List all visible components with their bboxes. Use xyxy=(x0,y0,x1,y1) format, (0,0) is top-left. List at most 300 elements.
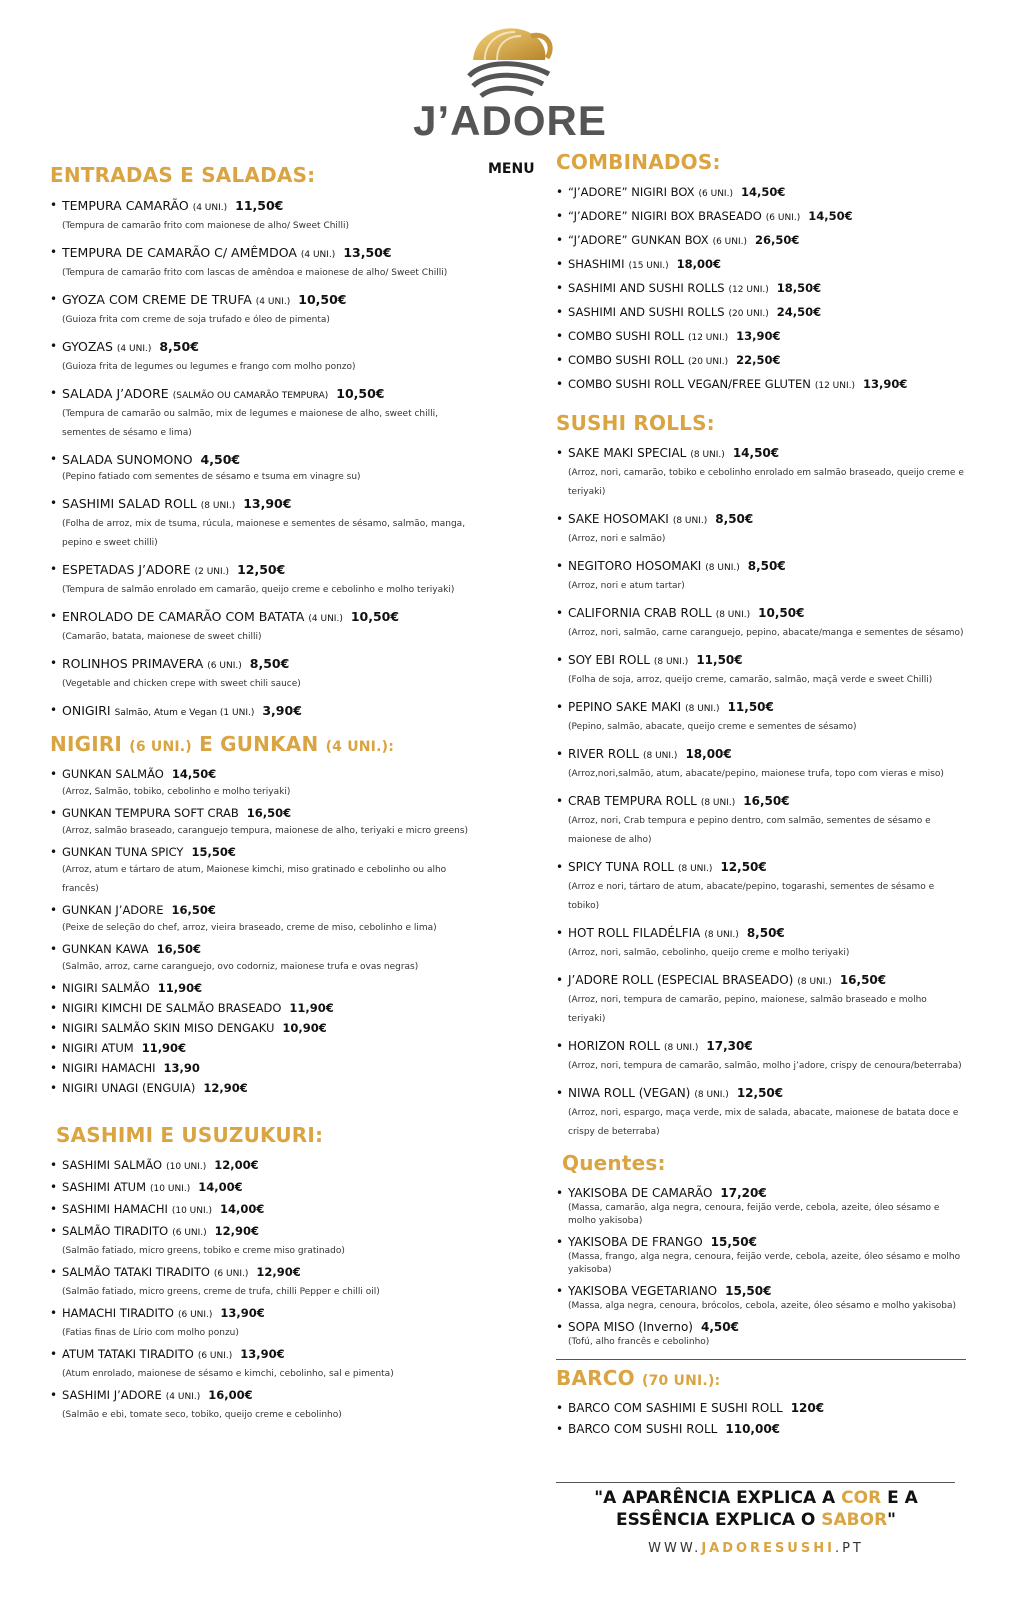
bullet-icon: • xyxy=(556,1320,564,1334)
menu-item xyxy=(556,376,966,395)
item-description: (Camarão, batata, maionese de sweet chilli) xyxy=(62,632,262,642)
item-name: SALADA SUNOMONO xyxy=(62,452,193,467)
item-price: 14,50€ xyxy=(808,209,853,223)
bullet-icon: • xyxy=(556,653,564,667)
item-name: COMBO SUSHI ROLL xyxy=(568,353,684,367)
item-units: (10 UNI.) xyxy=(171,1206,213,1216)
item-name: ENROLADO DE CAMARÃO COM BATATA xyxy=(62,609,305,624)
menu-item xyxy=(50,1080,470,1097)
item-units: (12 UNI.) xyxy=(687,333,729,343)
menu-item xyxy=(50,1060,470,1077)
menu-item xyxy=(556,1038,966,1076)
bullet-icon: • xyxy=(556,1039,564,1053)
item-name: SOPA MISO (Inverno) xyxy=(568,1320,693,1334)
menu-item xyxy=(556,699,966,737)
menu-item xyxy=(50,702,470,722)
item-description: (Massa, camarão, alga negra, cenoura, feijão verde, cebola, azeite, óleo sésamo e molho yakisoba) xyxy=(568,1203,940,1226)
bullet-icon: • xyxy=(556,305,564,319)
bullet-icon: • xyxy=(50,496,58,510)
menu-item xyxy=(50,1346,470,1384)
item-description: (Massa, frango, alga negra, cenoura, feijão verde, cebola, azeite, óleo sésamo e molho yakisoba) xyxy=(568,1252,961,1275)
menu-item xyxy=(556,972,966,1029)
item-price: 15,50€ xyxy=(191,845,236,859)
item-price: 13,90 xyxy=(163,1061,200,1075)
item-price: 10,50€ xyxy=(336,386,385,401)
menu-item xyxy=(50,1179,470,1198)
menu-item xyxy=(50,805,470,841)
bullet-icon: • xyxy=(556,973,564,987)
bullet-icon: • xyxy=(50,1061,58,1075)
item-description: (Salmão fatiado, micro greens, tobiko e creme miso gratinado) xyxy=(62,1246,345,1256)
item-name: CALIFORNIA CRAB ROLL xyxy=(568,606,712,620)
nigiri-title: NIGIRI (6 UNI.) E GUNKAN (4 UNI.): xyxy=(50,732,395,756)
item-description: (Arroz, nori, camarão, tobiko e cebolinho enrolado em salmão braseado, queijo creme e teriyaki) xyxy=(568,468,964,497)
combinados-list xyxy=(556,184,966,395)
bullet-icon: • xyxy=(50,703,58,717)
item-units: (10 UNI.) xyxy=(166,1162,207,1172)
item-description: (Arroz, Salmão, tobiko, cebolinho e molho teriyaki) xyxy=(62,787,291,797)
left-column xyxy=(50,163,470,1428)
item-units: (4 UNI.) xyxy=(192,203,228,213)
menu-item xyxy=(50,197,470,236)
item-description: (Arroz, nori, salmão, cebolinho, queijo creme e molho teriyaki) xyxy=(568,948,850,958)
item-name: NIGIRI UNAGI (ENGUIA) xyxy=(62,1081,196,1095)
bullet-icon: • xyxy=(50,845,58,859)
entradas-list xyxy=(50,197,470,722)
item-price: 110,00€ xyxy=(725,1422,781,1436)
menu-item xyxy=(50,1305,470,1343)
item-name: SPICY TUNA ROLL xyxy=(568,860,674,874)
menu-item xyxy=(556,352,966,371)
item-units: (8 UNI.) xyxy=(694,1090,729,1100)
item-price: 24,50€ xyxy=(776,305,822,319)
item-name: BARCO COM SASHIMI E SUSHI ROLL xyxy=(568,1401,783,1415)
menu-item xyxy=(50,1000,470,1017)
menu-item xyxy=(50,980,470,997)
item-price: 8,50€ xyxy=(715,512,754,526)
menu-item xyxy=(556,280,966,299)
croissant-wave-logo-icon xyxy=(463,24,557,100)
item-price: 3,90€ xyxy=(262,703,302,718)
bullet-icon: • xyxy=(556,233,564,247)
menu-item xyxy=(50,941,470,977)
item-units: (4 UNI.) xyxy=(300,250,336,260)
item-description: (Arroz, nori, salmão, carne caranguejo, pepino, abacate/manga e sementes de sésamo) xyxy=(568,628,964,638)
item-name: J’ADORE ROLL (ESPECIAL BRASEADO) xyxy=(568,973,794,987)
item-name: SASHIMI HAMACHI xyxy=(62,1202,168,1216)
website-link[interactable]: WWW.JADORESUSHI.PT xyxy=(648,1541,864,1556)
item-description: (Vegetable and chicken crepe with sweet chili sauce) xyxy=(62,679,301,689)
item-price: 15,50€ xyxy=(710,1235,757,1249)
item-price: 12,50€ xyxy=(736,1086,784,1100)
item-price: 14,50€ xyxy=(740,185,786,199)
item-name: GUNKAN TUNA SPICY xyxy=(62,845,184,859)
quentes-title: Quentes: xyxy=(562,1151,666,1175)
bullet-icon: • xyxy=(556,353,564,367)
item-name: NIGIRI ATUM xyxy=(62,1041,134,1055)
item-units: (8 UNI.) xyxy=(705,563,740,573)
bullet-icon: • xyxy=(556,1284,564,1298)
item-price: 26,50€ xyxy=(755,233,800,247)
bullet-icon: • xyxy=(556,209,564,223)
item-units: (8 UNI.) xyxy=(700,798,736,808)
item-units: (8 UNI.) xyxy=(677,864,713,874)
bullet-icon: • xyxy=(50,452,58,466)
combinados-title: COMBINADOS: xyxy=(556,150,721,174)
item-description: (Arroz, atum e tártaro de atum, Maionese kimchi, miso gratinado e cebolinho ou alho francês) xyxy=(62,865,447,894)
bullet-icon: • xyxy=(50,656,58,670)
bullet-icon: • xyxy=(556,1422,564,1436)
item-name: SASHIMI SALAD ROLL xyxy=(62,496,197,511)
item-description: (Pepino, salmão, abacate, queijo creme e sementes de sésamo) xyxy=(568,722,857,732)
item-price: 13,90€ xyxy=(863,377,908,391)
menu-item xyxy=(50,244,470,283)
item-units: (2 UNI.) xyxy=(194,567,230,577)
item-description: (Arroz, nori e salmão) xyxy=(568,534,666,544)
item-name: BARCO COM SUSHI ROLL xyxy=(568,1422,718,1436)
item-units: (8 UNI.) xyxy=(663,1043,699,1053)
item-name: NIGIRI SALMÃO SKIN MISO DENGAKU xyxy=(62,1021,275,1035)
item-units: (4 UNI.) xyxy=(308,614,343,624)
menu-item xyxy=(556,511,966,549)
item-name: CRAB TEMPURA ROLL xyxy=(568,794,697,808)
bullet-icon: • xyxy=(556,1086,564,1100)
bullet-icon: • xyxy=(556,377,564,391)
menu-item xyxy=(556,256,966,275)
bullet-icon: • xyxy=(556,1401,564,1415)
item-price: 15,50€ xyxy=(725,1284,772,1298)
item-description: (Tempura de camarão frito com maionese de alho/ Sweet Chilli) xyxy=(62,221,349,231)
item-name: TEMPURA DE CAMARÃO C/ AMÊMDOA xyxy=(62,245,297,260)
item-price: 14,50€ xyxy=(171,767,217,781)
item-units: (4 UNI.) xyxy=(255,297,291,307)
item-price: 12,50€ xyxy=(237,562,286,577)
right-column xyxy=(556,150,966,1442)
item-name: PEPINO SAKE MAKI xyxy=(568,700,682,714)
bullet-icon: • xyxy=(556,185,564,199)
bullet-icon: • xyxy=(556,1186,564,1200)
item-units: (6 UNI.) xyxy=(207,661,242,671)
item-name: SALADA J’ADORE xyxy=(62,386,169,401)
entradas-title: ENTRADAS E SALADAS: xyxy=(50,163,316,187)
item-units: (6 UNI.) xyxy=(213,1269,249,1279)
bullet-icon: • xyxy=(556,257,564,271)
bullet-icon: • xyxy=(50,1021,58,1035)
item-description: (Atum enrolado, maionese de sésamo e kimchi, cebolinho, sal e pimenta) xyxy=(62,1369,394,1379)
rolls-title: SUSHI ROLLS: xyxy=(556,411,715,435)
item-units: (15 UNI.) xyxy=(628,261,669,271)
item-price: 16,50€ xyxy=(156,942,201,956)
item-name: RIVER ROLL xyxy=(568,747,639,761)
menu-item xyxy=(50,655,470,694)
item-name: GYOZAS xyxy=(62,339,113,354)
bullet-icon: • xyxy=(50,386,58,400)
menu-item xyxy=(556,1283,966,1313)
menu-item xyxy=(50,1201,470,1220)
brand-name: J’ADORE xyxy=(413,97,607,144)
item-description: (Arroz, nori, tempura de camarão, pepino, maionese, salmão braseado e molho teriyaki) xyxy=(568,995,927,1024)
bullet-icon: • xyxy=(50,1306,58,1320)
item-name: SASHIMI J’ADORE xyxy=(62,1388,162,1402)
item-price: 11,50€ xyxy=(727,700,774,714)
menu-item xyxy=(50,844,470,899)
item-description: (Folha de arroz, mix de tsuma, rúcula, maionese e sementes de sésamo, salmão, manga, pepino e sweet chilli) xyxy=(62,519,466,548)
menu-item xyxy=(556,558,966,596)
item-name: HORIZON ROLL xyxy=(568,1039,660,1053)
item-price: 8,50€ xyxy=(746,926,785,940)
bullet-icon: • xyxy=(50,198,58,212)
bullet-icon: • xyxy=(50,609,58,623)
barco-title: BARCO (70 UNI.): xyxy=(556,1359,966,1390)
item-price: 16,00€ xyxy=(208,1388,253,1402)
item-units: (20 UNI.) xyxy=(687,357,729,367)
item-description: (Folha de soja, arroz, queijo creme, camarão, salmão, maçã verde e sweet Chilli) xyxy=(568,675,933,685)
menu-item xyxy=(50,1020,470,1037)
bullet-icon: • xyxy=(50,1180,58,1194)
item-name: “J’ADORE” GUNKAN BOX xyxy=(568,233,709,247)
menu-item xyxy=(50,1040,470,1057)
item-units: (12 UNI.) xyxy=(728,285,769,295)
item-name: GUNKAN TEMPURA SOFT CRAB xyxy=(62,806,239,820)
item-price: 120€ xyxy=(790,1401,825,1415)
bullet-icon: • xyxy=(50,1388,58,1402)
menu-item xyxy=(556,328,966,347)
nigiri-list xyxy=(50,766,470,1097)
bullet-icon: • xyxy=(50,1265,58,1279)
menu-item xyxy=(50,291,470,330)
item-units: (8 UNI.) xyxy=(685,704,720,714)
bullet-icon: • xyxy=(556,606,564,620)
item-name: “J’ADORE” NIGIRI BOX xyxy=(568,185,695,199)
item-price: 11,90€ xyxy=(141,1041,187,1055)
item-price: 16,50€ xyxy=(171,903,216,917)
bullet-icon: • xyxy=(50,1224,58,1238)
item-name: YAKISOBA VEGETARIANO xyxy=(568,1284,718,1298)
item-description: (Massa, alga negra, cenoura, brócolos, cebola, azeite, óleo sésamo e molho yakisoba) xyxy=(568,1301,957,1311)
menu-item xyxy=(556,445,966,502)
item-price: 11,90€ xyxy=(289,1001,334,1015)
bullet-icon: • xyxy=(50,806,58,820)
menu-item xyxy=(50,495,470,553)
item-description: (Arroz e nori, tártaro de atum, abacate/pepino, togarashi, sementes de sésamo e tobiko) xyxy=(568,882,935,911)
item-units: (12 UNI.) xyxy=(814,381,856,391)
item-price: 16,50€ xyxy=(246,806,292,820)
item-description: (Salmão fatiado, micro greens, creme de trufa, chilli Pepper e chilli oil) xyxy=(62,1287,380,1297)
item-price: 13,90€ xyxy=(243,496,292,511)
item-price: 17,20€ xyxy=(720,1186,767,1200)
item-price: 10,50€ xyxy=(758,606,805,620)
menu-item xyxy=(556,1400,966,1417)
item-units: (6 UNI.) xyxy=(765,213,801,223)
menu-item xyxy=(50,1387,470,1425)
item-name: SAKE MAKI SPECIAL xyxy=(568,446,687,460)
item-price: 16,50€ xyxy=(743,794,790,808)
item-name: COMBO SUSHI ROLL xyxy=(568,329,684,343)
menu-item xyxy=(50,608,470,647)
item-description: (Arroz, salmão braseado, caranguejo tempura, maionese de alho, teriyaki e micro greens) xyxy=(62,826,469,836)
item-price: 17,30€ xyxy=(706,1039,753,1053)
item-price: 14,50€ xyxy=(732,446,780,460)
menu-title: MENU xyxy=(488,161,535,177)
item-description: (Arroz, nori, tempura de camarão, salmão, molho j’adore, crispy de cenoura/beterraba) xyxy=(568,1061,962,1071)
item-name: ONIGIRI xyxy=(62,703,111,718)
item-description: (Tempura de salmão enrolado em camarão, queijo creme e cebolinho e molho teriyaki) xyxy=(62,585,455,595)
item-description: (Arroz, nori, espargo, maça verde, mix de salada, abacate, maionese de batata doce e crispy de beterraba) xyxy=(568,1108,959,1137)
item-price: 8,50€ xyxy=(249,656,290,671)
menu-item xyxy=(50,1157,470,1176)
menu-item xyxy=(556,184,966,203)
bullet-icon: • xyxy=(50,292,58,306)
bullet-icon: • xyxy=(556,860,564,874)
bullet-icon: • xyxy=(556,700,564,714)
item-price: 11,50€ xyxy=(235,198,284,213)
bullet-icon: • xyxy=(50,942,58,956)
item-units: (6 UNI.) xyxy=(197,1351,233,1361)
item-price: 13,90€ xyxy=(240,1347,285,1361)
item-units: (4 UNI.) xyxy=(116,344,152,354)
menu-item xyxy=(556,859,966,916)
item-units: (4 UNI.) xyxy=(165,1392,201,1402)
barco-list xyxy=(556,1400,966,1438)
item-price: 12,90€ xyxy=(256,1265,301,1279)
bullet-icon: • xyxy=(50,767,58,781)
item-description: (Pepino fatiado com sementes de sésamo e tsuma em vinagre su) xyxy=(62,472,361,482)
divider xyxy=(556,1482,955,1483)
item-units: (8 UNI.) xyxy=(704,930,739,940)
item-description: (Tempura de camarão ou salmão, mix de legumes e maionese de alho, sweet chilli, sementes de sésamo e lima) xyxy=(62,409,438,438)
item-price: 14,00€ xyxy=(198,1180,243,1194)
item-name: TEMPURA CAMARÃO xyxy=(62,198,189,213)
item-units: Salmão, Atum e Vegan (1 UNI.) xyxy=(114,708,255,718)
item-name: ATUM TATAKI TIRADITO xyxy=(62,1347,194,1361)
item-units: (6 UNI.) xyxy=(177,1310,213,1320)
menu-item xyxy=(556,232,966,251)
item-name: HAMACHI TIRADITO xyxy=(62,1306,174,1320)
item-name: SASHIMI ATUM xyxy=(62,1180,147,1194)
item-name: NIGIRI SALMÃO xyxy=(62,981,150,995)
item-units: (6 UNI.) xyxy=(712,237,748,247)
item-price: 18,00€ xyxy=(676,257,722,271)
bullet-icon: • xyxy=(556,281,564,295)
bullet-icon: • xyxy=(50,1202,58,1216)
quentes-list xyxy=(556,1185,966,1349)
rolls-list xyxy=(556,445,966,1142)
item-units: (8 UNI.) xyxy=(797,977,832,987)
item-name: NIGIRI HAMACHI xyxy=(62,1061,156,1075)
item-price: 12,00€ xyxy=(214,1158,259,1172)
item-name: GUNKAN SALMÃO xyxy=(62,767,164,781)
bullet-icon: • xyxy=(556,559,564,573)
item-units: (8 UNI.) xyxy=(653,657,689,667)
item-price: 22,50€ xyxy=(736,353,781,367)
item-name: COMBO SUSHI ROLL VEGAN/FREE GLUTEN xyxy=(568,377,811,391)
item-units: (8 UNI.) xyxy=(200,501,236,511)
bullet-icon: • xyxy=(556,446,564,460)
item-price: 12,90€ xyxy=(203,1081,248,1095)
item-units: (10 UNI.) xyxy=(150,1184,191,1194)
bullet-icon: • xyxy=(50,1158,58,1172)
bullet-icon: • xyxy=(50,1081,58,1095)
item-price: 11,50€ xyxy=(696,653,743,667)
item-description: (Arroz, nori e atum tartar) xyxy=(568,581,685,591)
menu-item xyxy=(50,385,470,443)
item-description: (Tofú, alho francês e cebolinho) xyxy=(568,1337,710,1347)
bullet-icon: • xyxy=(50,339,58,353)
item-units: (8 UNI.) xyxy=(690,450,725,460)
item-description: (Guioza frita de legumes ou legumes e frango com molho ponzo) xyxy=(62,362,356,372)
item-name: GYOZA COM CREME DE TRUFA xyxy=(62,292,252,307)
item-name: “J’ADORE” NIGIRI BOX BRASEADO xyxy=(568,209,762,223)
item-name: GUNKAN J’ADORE xyxy=(62,903,164,917)
item-name: HOT ROLL FILADÉLFIA xyxy=(568,926,701,940)
bullet-icon: • xyxy=(50,1347,58,1361)
menu-item xyxy=(556,605,966,643)
bullet-icon: • xyxy=(50,1041,58,1055)
item-price: 18,00€ xyxy=(685,747,732,761)
item-price: 14,00€ xyxy=(220,1202,265,1216)
item-name: SASHIMI SALMÃO xyxy=(62,1158,163,1172)
item-price: 8,50€ xyxy=(747,559,786,573)
slogan: "A APARÊNCIA EXPLICA A COR E A ESSÊNCIA EXPLICA O SABOR" xyxy=(594,1488,918,1530)
item-name: SASHIMI AND SUSHI ROLLS xyxy=(568,305,725,319)
menu-item xyxy=(50,451,470,487)
item-price: 18,50€ xyxy=(776,281,822,295)
bullet-icon: • xyxy=(556,926,564,940)
menu-item xyxy=(50,1223,470,1261)
menu-item xyxy=(556,652,966,690)
menu-item xyxy=(50,766,470,802)
item-name: ESPETADAS J’ADORE xyxy=(62,562,191,577)
menu-item xyxy=(556,1319,966,1349)
menu-item xyxy=(556,925,966,963)
item-name: SHASHIMI xyxy=(568,257,625,271)
sashimi-list xyxy=(50,1157,470,1425)
item-name: SASHIMI AND SUSHI ROLLS xyxy=(568,281,725,295)
bullet-icon: • xyxy=(556,329,564,343)
item-units: (20 UNI.) xyxy=(728,309,769,319)
item-description: (Salmão e ebi, tomate seco, tobiko, queijo creme e cebolinho) xyxy=(62,1410,342,1420)
item-price: 4,50€ xyxy=(701,1320,739,1334)
menu-item xyxy=(556,208,966,227)
menu-item xyxy=(556,793,966,850)
item-name: NIWA ROLL (VEGAN) xyxy=(568,1086,691,1100)
item-price: 13,90€ xyxy=(220,1306,265,1320)
item-description: (Tempura de camarão frito com lascas de amêndoa e maionese de alho/ Sweet Chilli) xyxy=(62,268,448,278)
item-price: 16,50€ xyxy=(839,973,887,987)
bullet-icon: • xyxy=(556,747,564,761)
item-price: 10,90€ xyxy=(282,1021,327,1035)
item-name: GUNKAN KAWA xyxy=(62,942,149,956)
item-price: 12,90€ xyxy=(214,1224,260,1238)
sashimi-title: SASHIMI E USUZUKURI: xyxy=(56,1123,324,1147)
bullet-icon: • xyxy=(50,981,58,995)
item-price: 11,90€ xyxy=(157,981,203,995)
bullet-icon: • xyxy=(556,512,564,526)
item-units: (8 UNI.) xyxy=(642,751,678,761)
item-units: (8 UNI.) xyxy=(715,610,751,620)
item-name: SOY EBI ROLL xyxy=(568,653,650,667)
menu-item xyxy=(50,902,470,938)
bullet-icon: • xyxy=(50,1001,58,1015)
item-price: 10,50€ xyxy=(298,292,347,307)
menu-item xyxy=(556,304,966,323)
item-price: 13,90€ xyxy=(736,329,781,343)
item-name: NIGIRI KIMCHI DE SALMÃO BRASEADO xyxy=(62,1001,282,1015)
item-units: (SALMÃO OU CAMARÃO TEMPURA) xyxy=(172,391,329,401)
item-name: NEGITORO HOSOMAKI xyxy=(568,559,702,573)
item-price: 12,50€ xyxy=(720,860,767,874)
menu-item xyxy=(556,746,966,784)
